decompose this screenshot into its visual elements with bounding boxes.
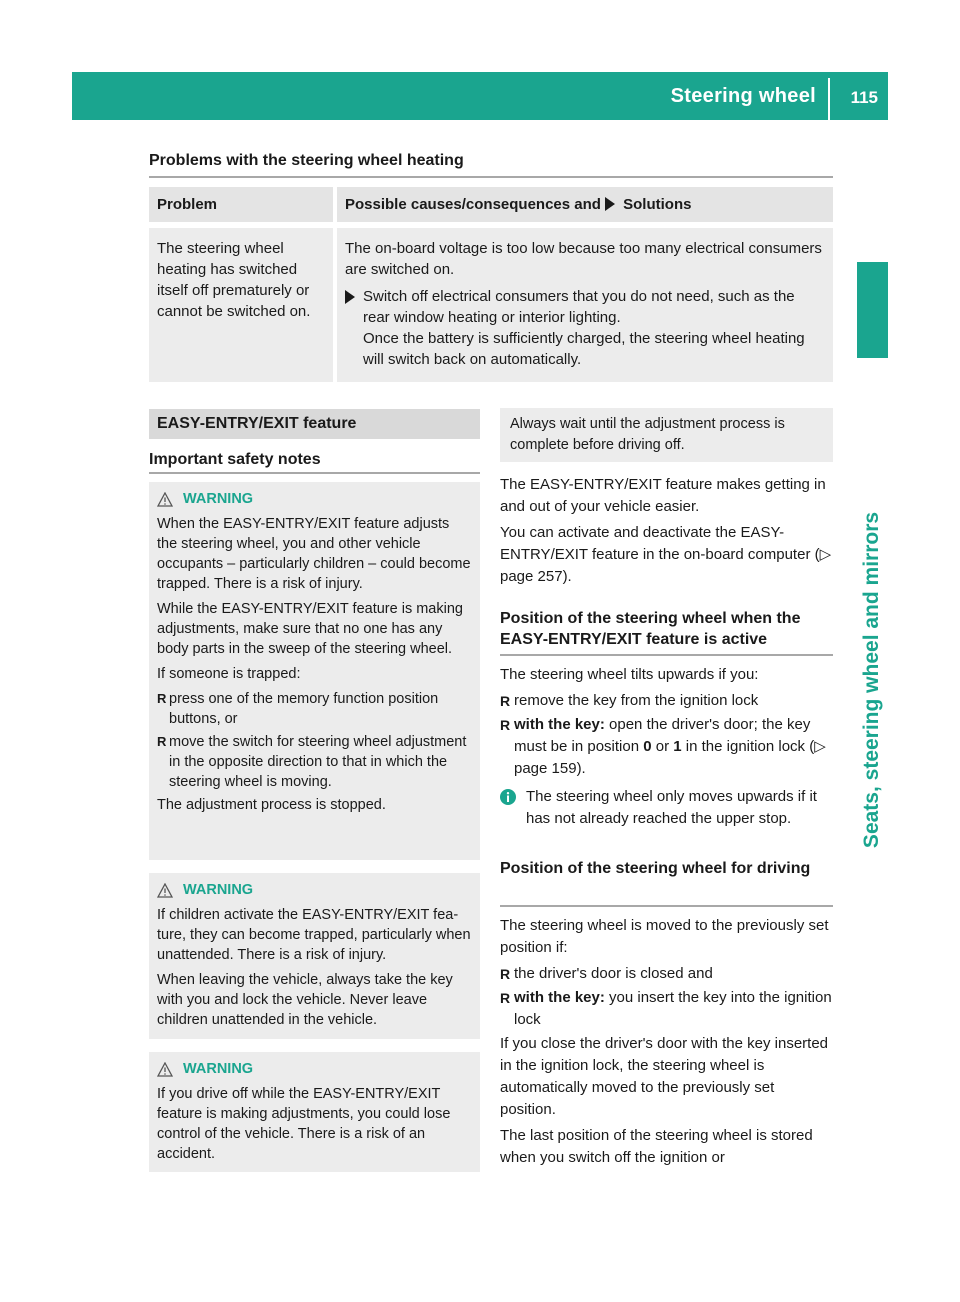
active-position-body <box>500 664 833 830</box>
warning-text: When the EASY-ENTRY/EXIT feature adjusts the steering wheel, you and other vehicle occupants – particularly children – could become trapped. There is a risk of injury. <box>157 516 471 592</box>
driving-position-body <box>500 915 833 1173</box>
warning-text: When leaving the vehicle, always take the key with you and lock the vehicle. Never leave children unattended in the vehicle. <box>157 972 453 1028</box>
problems-table <box>149 187 833 382</box>
warning-title: WARNING <box>157 1058 472 1080</box>
warning-title: WARNING <box>157 879 472 901</box>
easy-entry-section-bar: EASY-ENTRY/EXIT feature <box>149 409 480 439</box>
list-item: R press one of the memory function position buttons, or <box>157 691 439 727</box>
note-box: Always wait until the adjustment process is complete before driving off. <box>500 408 833 462</box>
col-header-problem: Problem <box>149 187 335 225</box>
list-item: R the driver's door is closed and <box>500 965 713 982</box>
chapter-side-label: Seats, steering wheel and mirrors <box>860 511 883 849</box>
warning-text: If children activate the EASY-ENTRY/EXIT feature, they can become trapped, particularly when unattended. There is a risk of injury. <box>157 907 471 963</box>
col-header-solutions: Possible causes/consequences and Solutions <box>335 187 833 225</box>
heading-rule <box>500 905 833 907</box>
page-header <box>72 72 888 120</box>
heading-rule <box>149 472 480 474</box>
warning-box <box>149 873 480 1039</box>
body-text: You can activate and deactivate the EASY-ENTRY/EXIT feature in the on-board computer (▷ page 257). <box>500 524 832 585</box>
warning-title: WARNING <box>157 488 472 510</box>
warning-box <box>149 1052 480 1172</box>
problem-cell: The steering wheel heating has switched itself off prematurely or cannot be switched on. <box>149 225 335 382</box>
header-divider <box>828 78 830 120</box>
solution-result-text: Once the battery is sufficiently charged, the steering wheel heating will switch back on automatically. <box>363 330 805 368</box>
problems-section-title: Problems with the steering wheel heating <box>149 152 464 169</box>
list-item: R remove the key from the ignition lock <box>500 692 759 709</box>
section-rule <box>149 176 833 178</box>
info-note: The steering wheel only moves upwards if it has not already reached the upper stop. <box>500 786 833 830</box>
step-arrow-icon <box>605 197 615 211</box>
list-item: R with the key: you insert the key into the ignition lock <box>500 989 832 1028</box>
table-header-row <box>149 187 833 225</box>
safety-notes-heading: Important safety notes <box>149 451 321 468</box>
solution-step-text: Switch off electrical consumers that you do not need, such as the rear window heating or interior lighting. <box>363 288 795 326</box>
body-text: The EASY-ENTRY/EXIT feature makes getting in and out of your vehicle easier. <box>500 476 826 515</box>
heading-rule <box>500 654 833 656</box>
warning-triangle-icon <box>157 492 173 507</box>
step-arrow-icon <box>345 290 355 304</box>
warning-text: If you drive off while the EASY-ENTRY/EXIT feature is making adjustments, you could lose control of the vehicle. There is a risk of an accident. <box>157 1086 451 1162</box>
active-position-heading: Position of the steering wheel when the EASY-ENTRY/EXIT feature is active <box>500 610 801 648</box>
warning-text: If someone is trapped: <box>157 666 301 682</box>
warning-text: The adjustment process is stopped. <box>157 797 386 813</box>
driving-position-heading: Position of the steering wheel for driving <box>500 860 811 877</box>
body-text: The steering wheel tilts upwards if you: <box>500 666 759 683</box>
body-text: The steering wheel is moved to the previously set position if: <box>500 917 829 956</box>
body-text: The last position of the steering wheel is stored when you switch off the ignition or <box>500 1127 813 1166</box>
right-column-intro <box>500 474 833 592</box>
warning-triangle-icon <box>157 883 173 898</box>
table-row <box>149 225 833 382</box>
list-item: R with the key: open the driver's door; the key must be in position 0 or 1 in the ignition lock (▷ page 159). <box>500 716 826 777</box>
header-title: Steering wheel <box>670 85 816 107</box>
chapter-tab-marker <box>857 262 888 358</box>
solution-cell <box>335 225 833 382</box>
warning-box <box>149 482 480 860</box>
list-item: R move the switch for steering wheel adjustment in the opposite direction to that in which the steering wheel is moving. <box>157 734 467 790</box>
info-icon <box>500 789 516 805</box>
warning-triangle-icon <box>157 1062 173 1077</box>
page-number: 115 <box>850 88 878 107</box>
body-text: If you close the driver's door with the key inserted in the ignition lock, the steering wheel is automatically moved to the previously set position. <box>500 1035 829 1118</box>
cause-text: The on-board voltage is too low because too many electrical consumers are switched on. <box>345 240 822 278</box>
solution-step <box>345 286 825 370</box>
warning-text: While the EASY-ENTRY/EXIT feature is making adjustments, make sure that no one has any body parts in the sweep of the steering wheel. <box>157 601 463 657</box>
